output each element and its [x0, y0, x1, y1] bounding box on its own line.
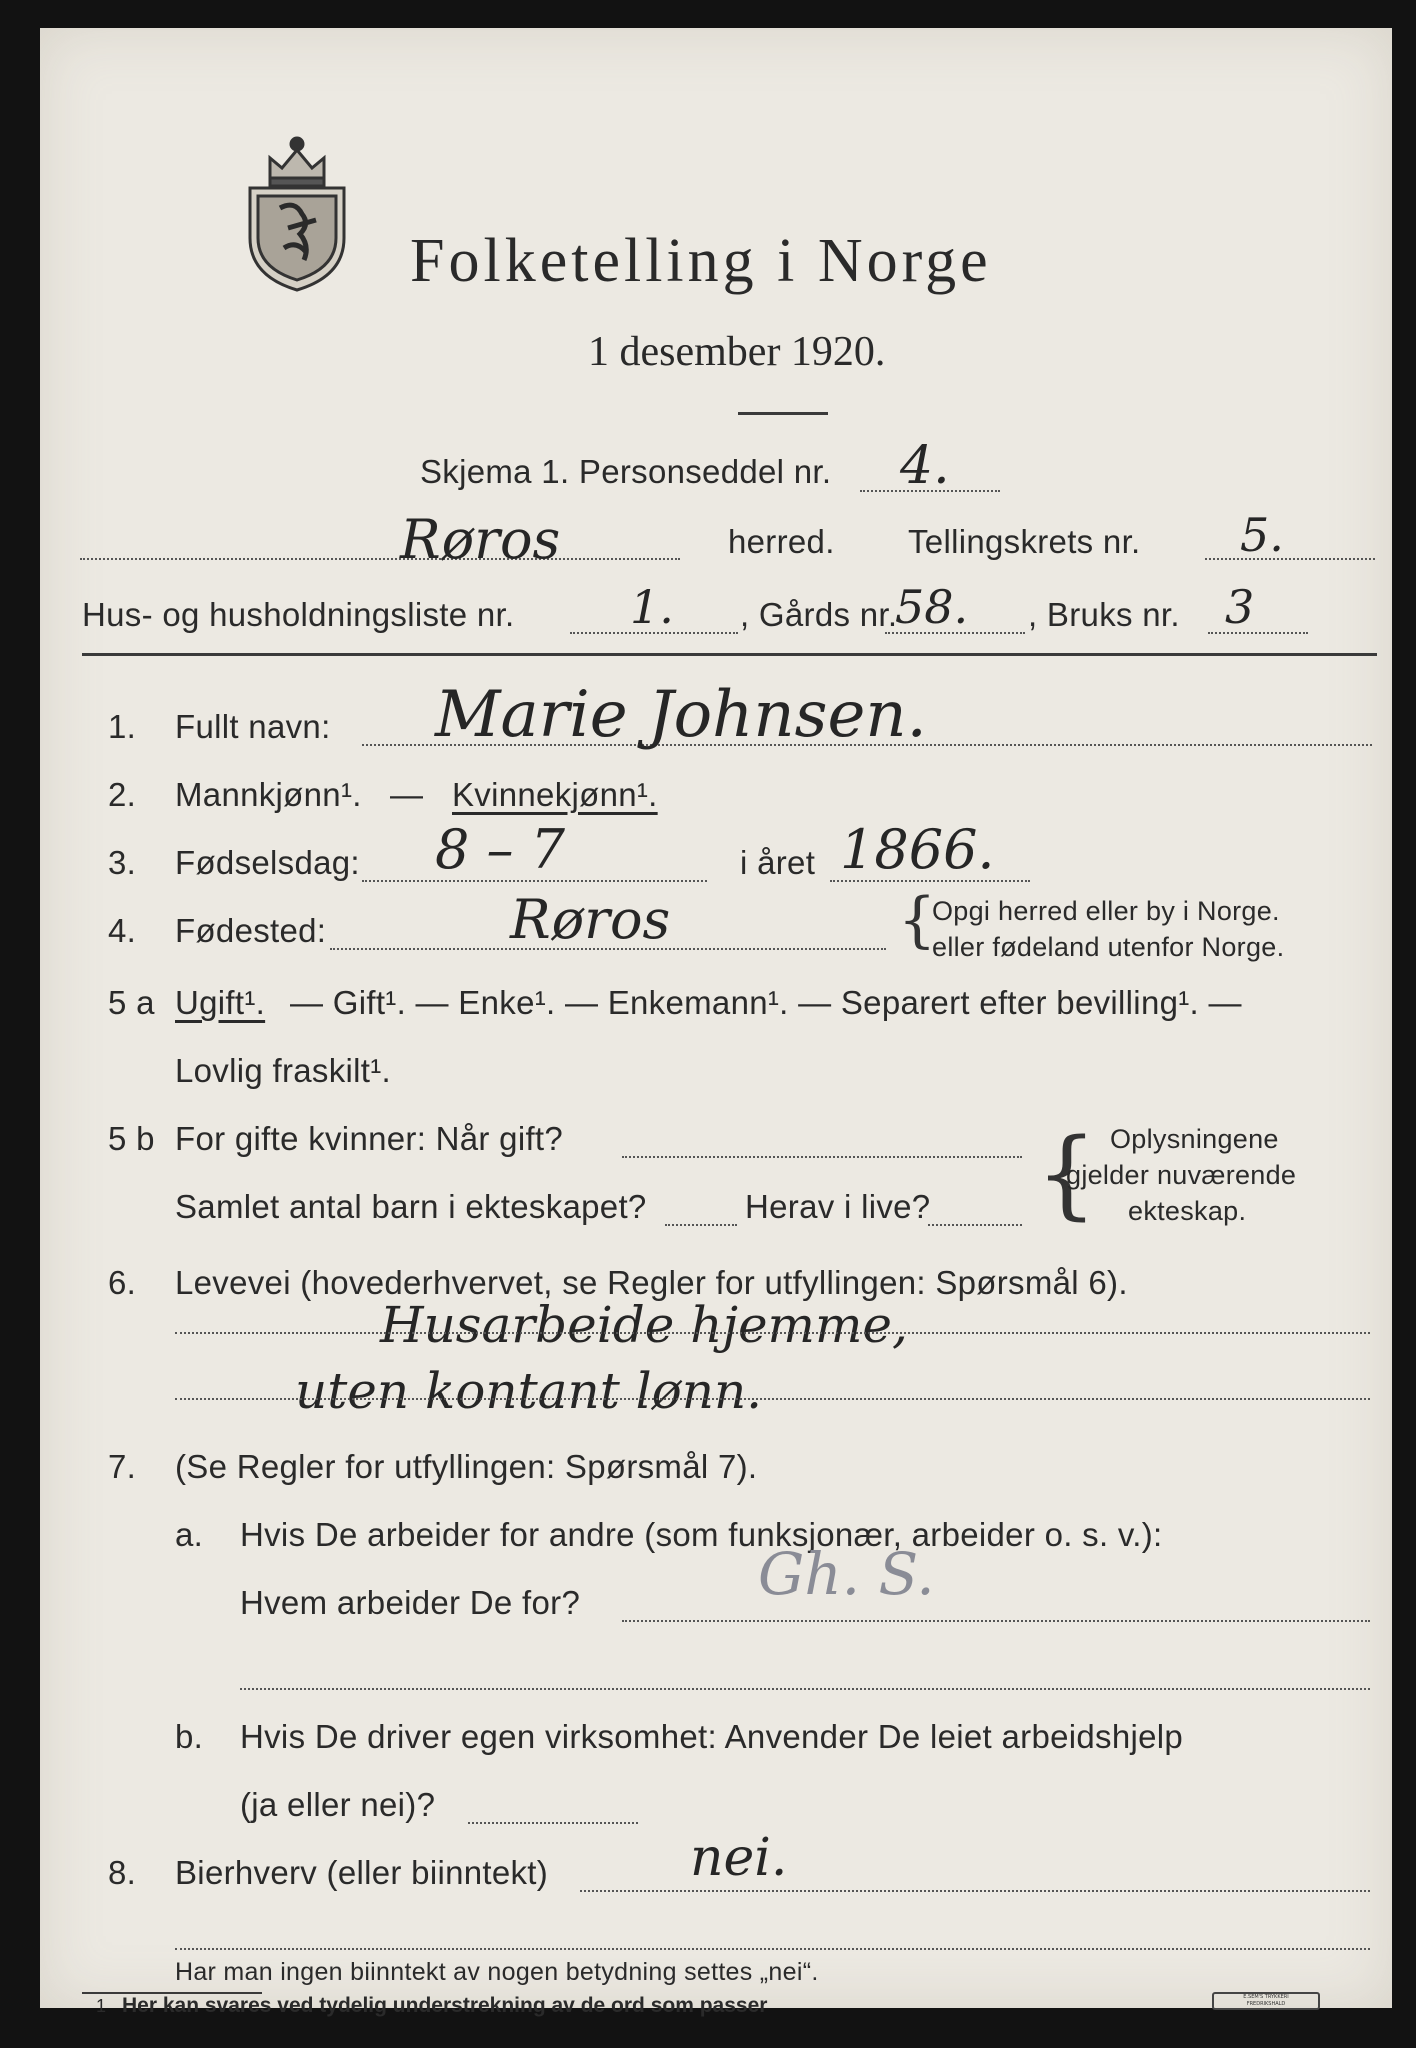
herred-label: herred.	[728, 523, 835, 560]
footnote-text: Her kan svares ved tydelig understrekning av de ord som passer	[122, 1994, 768, 2017]
q3-year-value: 1866.	[840, 818, 995, 881]
bruks-dots	[1208, 632, 1308, 634]
krets-dots	[1205, 558, 1375, 560]
municipality-dots	[80, 558, 680, 560]
schema-number: 4.	[900, 436, 950, 496]
household-list-value: 1.	[630, 580, 674, 634]
q2-male: Mannkjønn¹.	[175, 776, 362, 813]
q5b-children-dots	[665, 1224, 737, 1226]
gards-label: , Gårds nr.	[740, 596, 898, 633]
household-list-label: Hus- og husholdningsliste nr.	[82, 596, 515, 633]
q5a-options: — Gift¹. — Enke¹. — Enkemann¹. — Separert efter bevilling¹. —	[290, 984, 1242, 1021]
q5b-when-dots	[622, 1156, 1022, 1158]
q8-dots2	[175, 1948, 1370, 1950]
gards-value: 58.	[895, 580, 969, 634]
q4-note-line1: Opgi herred eller by i Norge.	[932, 896, 1280, 926]
q5b-label1: For gifte kvinner: Når gift?	[175, 1120, 564, 1157]
q3-label: Fødselsdag:	[175, 844, 360, 881]
schema-label: Skjema 1. Personseddel nr.	[420, 453, 832, 490]
q5b-label3: Herav i live?	[745, 1188, 931, 1225]
q5b-note3: ekteskap.	[1128, 1196, 1247, 1226]
q7b-dots	[468, 1822, 638, 1824]
q3-year-label: i året	[740, 844, 816, 881]
q4-note-line2: eller fødeland utenfor Norge.	[932, 932, 1285, 962]
q4-label: Fødested:	[175, 912, 327, 949]
header-rule	[82, 653, 1377, 656]
q5b-number: 5 b	[108, 1120, 155, 1157]
q7b-question: (ja eller nei)?	[240, 1786, 436, 1823]
q5b-label2: Samlet antal barn i ekteskapet?	[175, 1188, 647, 1225]
q5b-brace: {	[1036, 1118, 1098, 1230]
printer-line2: FREDRIKSHALD	[1246, 2001, 1286, 2007]
census-date: 1 desember 1920.	[588, 329, 886, 375]
printer-line1: E.SEM'S TRYKKERI	[1243, 1994, 1289, 2000]
q6-value1: Husarbeide hjemme,	[380, 1296, 908, 1354]
q7b-letter: b.	[175, 1718, 204, 1755]
q4-brace: {	[898, 885, 937, 955]
footnote-mark: 1	[96, 1996, 107, 2016]
q7a-dots1	[622, 1620, 1370, 1622]
q1-value: Marie Johnsen.	[435, 678, 927, 752]
q3-value: 8 – 7	[435, 818, 566, 881]
q8-value: nei.	[690, 1828, 788, 1888]
q4-number: 4.	[108, 912, 137, 949]
q6-dots1	[175, 1332, 1370, 1334]
q7a-question: Hvem arbeider De for?	[240, 1584, 581, 1621]
q8-label: Bierhverv (eller biinntekt)	[175, 1854, 549, 1891]
q5a-line2: Lovlig fraskilt¹.	[175, 1052, 391, 1089]
krets-value: 5.	[1240, 508, 1284, 562]
q6-value2: uten kontant lønn.	[295, 1362, 763, 1420]
q5a-number: 5 a	[108, 984, 155, 1021]
q6-dots2	[175, 1398, 1370, 1400]
q5a-ugift: Ugift¹.	[175, 984, 266, 1021]
q5b-note2: gjelder nuværende	[1066, 1160, 1297, 1190]
q7a-dots2	[240, 1688, 1370, 1690]
q8-note: Har man ingen biinntekt av nogen betydning settes „nei“.	[175, 1958, 819, 1986]
census-form	[40, 28, 1392, 2017]
q7a-text: Hvis De arbeider for andre (som funksjonær, arbeider o. s. v.):	[240, 1516, 1163, 1553]
q7-number: 7.	[108, 1448, 137, 1485]
q6-number: 6.	[108, 1264, 137, 1301]
q8-dots1	[580, 1890, 1370, 1892]
q7a-letter: a.	[175, 1516, 204, 1553]
q5b-note1: Oplysningene	[1110, 1124, 1279, 1154]
bruks-label: , Bruks nr.	[1028, 596, 1180, 633]
krets-label: Tellingskrets nr.	[908, 523, 1141, 560]
q7a-value: Gh. S.	[758, 1540, 935, 1608]
q1-label: Fullt navn:	[175, 708, 331, 745]
form-title: Folketelling i Norge	[410, 227, 992, 295]
q7b-text: Hvis De driver egen virksomhet: Anvender De leiet arbeidshjelp	[240, 1718, 1184, 1755]
q7-label: (Se Regler for utfyllingen: Spørsmål 7).	[175, 1448, 758, 1485]
printer-stamp	[1212, 1992, 1320, 2010]
municipality-value: Røros	[400, 508, 561, 571]
q2-number: 2.	[108, 776, 137, 813]
q2-dash: —	[390, 776, 424, 813]
q8-number: 8.	[108, 1854, 137, 1891]
q5b-alive-dots	[928, 1224, 1022, 1226]
q1-number: 1.	[108, 708, 137, 745]
coat-of-arms-icon	[240, 128, 355, 293]
q2-female: Kvinnekjønn¹.	[452, 776, 658, 813]
title-divider	[738, 412, 828, 415]
q3-number: 3.	[108, 844, 137, 881]
bruks-value: 3	[1225, 580, 1255, 634]
q6-label: Levevei (hovederhvervet, se Regler for utfyllingen: Spørsmål 6).	[175, 1264, 1128, 1301]
q4-value: Røros	[510, 888, 671, 951]
